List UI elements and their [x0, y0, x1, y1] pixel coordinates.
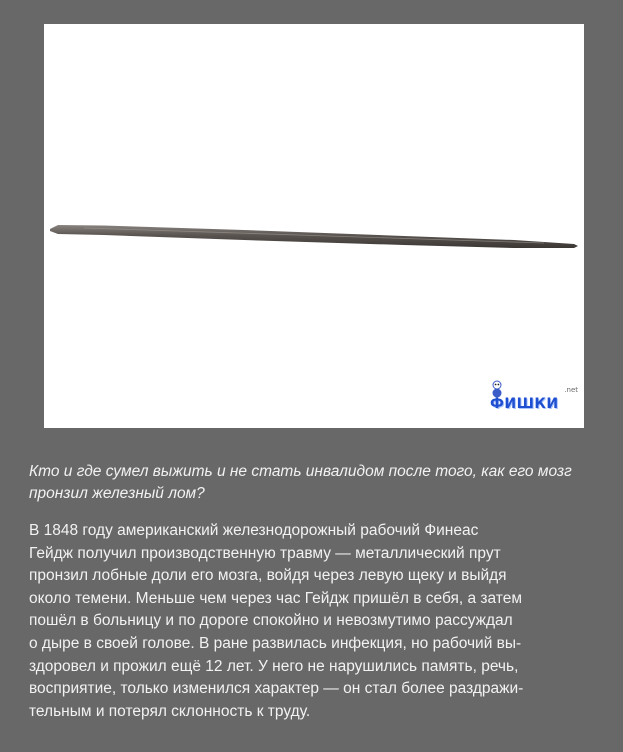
body-line: В 1848 году американский железнодорожный рабочий Финеас — [29, 522, 479, 539]
body-line: пошёл в больницу и по дороге спокойно и невозмутимо рассуждал — [29, 612, 513, 630]
iron-rod-image — [44, 24, 584, 428]
body-line: Гейдж получил производственную травму — металлический прут — [29, 544, 501, 562]
watermark-logo — [490, 380, 578, 412]
body-line: около темени. Меньше чем через час Гейдж пришёл в себя, а затем — [29, 589, 523, 607]
watermark-domain: .net — [564, 386, 578, 394]
body-line: о дыре в своей голове. В ране развилась инфекция, но рабочий вы- — [29, 634, 522, 652]
body-line: здоровел и прожил ещё 12 лет. У него не нарушились память, речь, — [29, 657, 519, 675]
body-line: тельным и потерял склонность к труду. — [29, 702, 311, 720]
question-heading: Кто и где сумел выжить и не стать инвалидом после того, как его мозг пронзил железный лом? — [29, 463, 572, 502]
body-paragraph — [29, 520, 607, 723]
iron-rod — [50, 225, 578, 248]
body-line: восприятие, только изменился характер — он стал более раздражи- — [29, 680, 524, 698]
body-line: пронзил лобные доли его мозга, войдя через левую щеку и выйдя — [29, 567, 507, 585]
rod-photo — [44, 24, 584, 428]
watermark-text: ФИШКИ — [490, 396, 559, 412]
